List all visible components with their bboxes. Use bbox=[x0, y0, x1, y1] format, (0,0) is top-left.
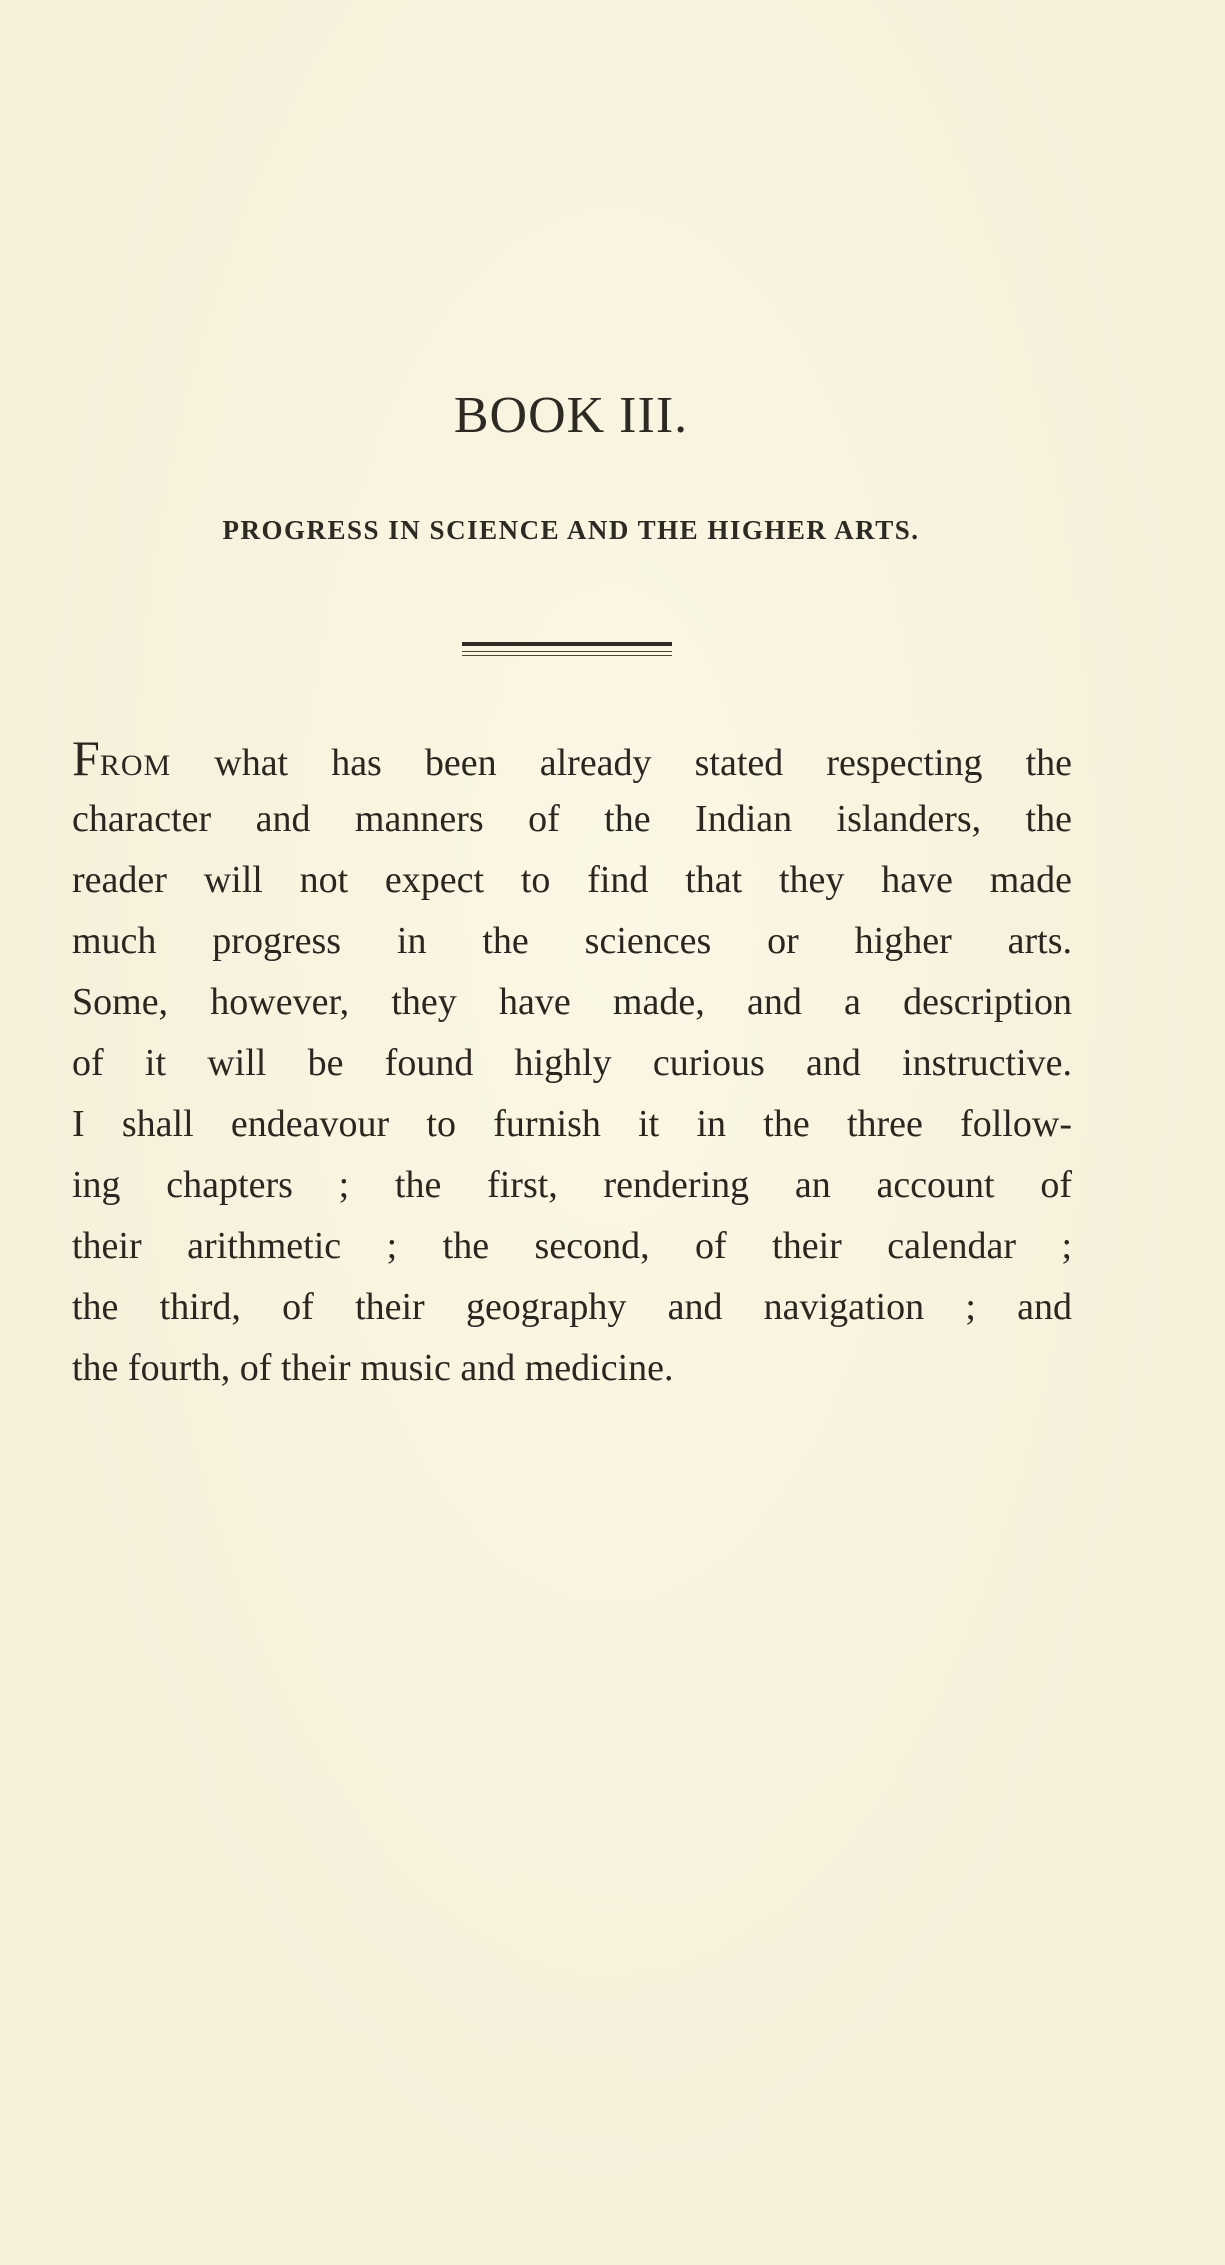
paragraph-line-11: the fourth, of their music and medicine. bbox=[72, 1347, 674, 1389]
paragraph-line-6: of it will be found highly curious and instructive. bbox=[72, 1042, 1072, 1084]
book-title: BOOK III. bbox=[453, 387, 689, 444]
paragraph-line-10: the third, of their geography and navigation ; and bbox=[72, 1286, 1072, 1328]
paragraph-line-8: ing chapters ; the first, rendering an account of bbox=[72, 1164, 1072, 1206]
paragraph-line-5: Some, however, they have made, and a description bbox=[72, 981, 1072, 1023]
rule-thick-line bbox=[462, 642, 672, 646]
drop-cap: F bbox=[72, 730, 100, 786]
paragraph-line-7: I shall endeavour to furnish it in the three follow- bbox=[72, 1103, 1072, 1145]
book-subtitle: PROGRESS IN SCIENCE AND THE HIGHER ARTS. bbox=[222, 515, 920, 545]
paragraph-line-1 bbox=[72, 728, 1072, 789]
paragraph-line-4: much progress in the sciences or higher arts. bbox=[72, 920, 1072, 962]
rule-thin-line bbox=[462, 651, 672, 652]
small-caps-word: ROM bbox=[99, 749, 172, 782]
rule-thin-line bbox=[462, 655, 672, 656]
ornamental-rule bbox=[462, 640, 672, 658]
paragraph-line-9: their arithmetic ; the second, of their calendar ; bbox=[72, 1225, 1072, 1267]
line-text: what has been already stated respecting the bbox=[171, 742, 1072, 784]
paragraph-line-2: character and manners of the Indian islanders, the bbox=[72, 798, 1072, 840]
paragraph-line-3: reader will not expect to find that they have made bbox=[72, 859, 1072, 901]
body-paragraph bbox=[72, 728, 1072, 1399]
